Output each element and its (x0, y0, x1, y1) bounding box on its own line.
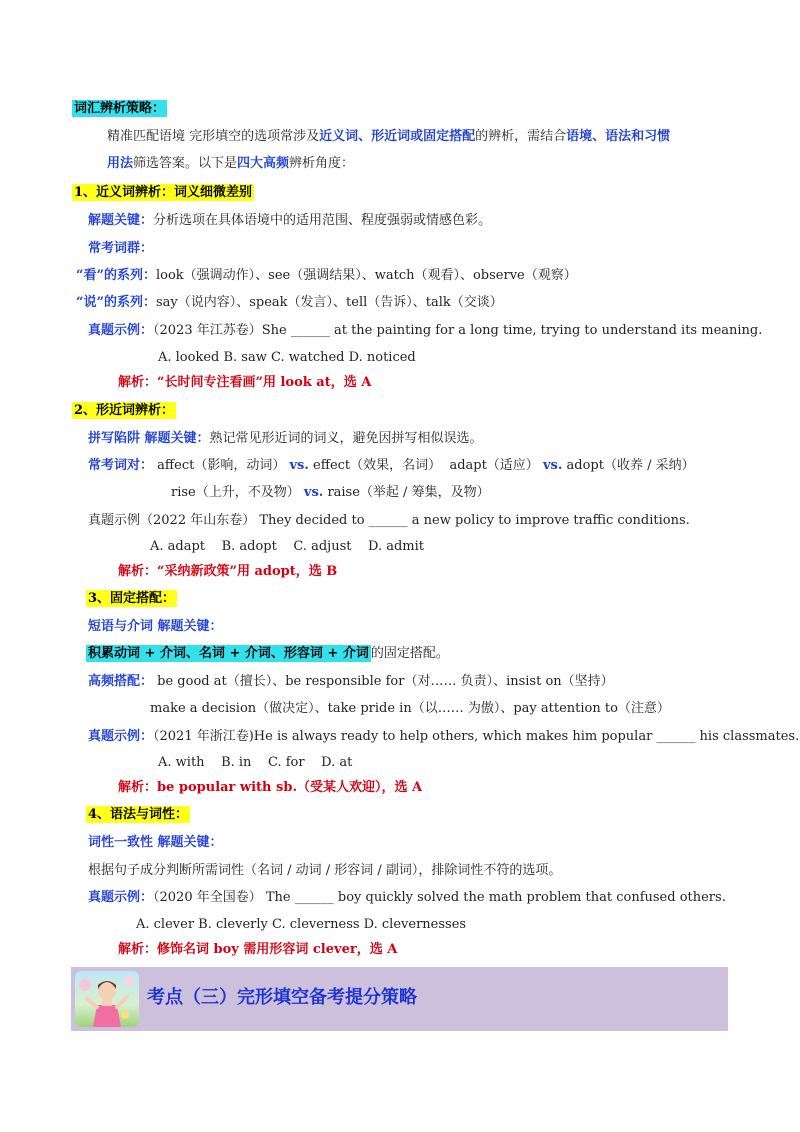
section-1-title: 1、近义词辨析：词义细微差别 (74, 185, 253, 200)
s4-answer: 解析：修饰名词 boy 需用形容词 clever，选 A (118, 942, 398, 957)
section-heading (72, 100, 167, 118)
s2-pairs-line-1: 常考词对： affect（影响，动词） vs. effect（效果，名词） adapt（适应） vs. adopt（收养 / 采纳） (88, 458, 695, 473)
s1-example-line: 真题示例：（2023 年江苏卷）She ______ at the painting for a long time, trying to understand its meaning. (88, 323, 763, 338)
s1-options: A. looked B. saw C. watched D. noticed (158, 350, 416, 365)
s2-example-line: 真题示例（2022 年山东卷） They decided to ______ a new policy to improve traffic conditions. (88, 513, 690, 528)
s3-freq-line-2: make a decision（做决定）、take pride in（以…… 为傲）、pay attention to（注意） (150, 701, 670, 716)
s2-options: A. adapt B. adopt C. adjust D. admit (150, 539, 425, 554)
s3-options: A. with B. in C. for D. at (158, 755, 353, 770)
banner-title: 考点（三）完形填空备考提分策略 (147, 987, 417, 1008)
s4-options: A. clever B. cleverly C. cleverness D. clevernesses (136, 917, 467, 932)
s3-example-line: 真题示例：（2021 年浙江卷)He is always ready to help others, which makes him popular ______ his classmates. (88, 729, 800, 744)
cartoon-girl-illustration-icon (75, 971, 139, 1027)
s3-answer: 解析：be popular with sb.（受某人欢迎），选 A (118, 780, 423, 795)
s4-rule: 根据句子成分判断所需词性（名词 / 动词 / 形容词 / 副词），排除词性不符的选项。 (88, 863, 562, 878)
s2-answer: 解析：“采纳新政策”用 adopt，选 B (118, 564, 338, 579)
s1-group-label: 常考词群： (88, 241, 154, 256)
heading-text: 词汇辨析策略： (74, 101, 166, 116)
s1-answer: 解析：“长时间专注看画”用 look at，选 A (118, 375, 372, 390)
s4-example-line: 真题示例：（2020 年全国卷） The ______ boy quickly solved the math problem that confused others. (88, 890, 726, 905)
section-2-title: 2、形近词辨析： (74, 403, 175, 418)
section-4-title: 4、语法与词性： (88, 807, 189, 822)
s3-highlight-line: 积累动词 + 介词、名词 + 介词、形容词 + 介词 的固定搭配。 (88, 646, 449, 661)
s2-pairs-line-2: rise（上升，不及物） vs. raise（举起 / 筹集，及物） (171, 485, 490, 500)
s1-look-line: “看”的系列：look（强调动作）、see（强调结果）、watch（观看）、observe（观察） (76, 268, 577, 283)
s3-freq-line-1: 高频搭配： be good at（擅长）、be responsible for（对…… 负责）、insist on（坚持） (88, 674, 614, 689)
section-banner (71, 967, 728, 1031)
intro-line-2: 用法筛选答案。以下是四大高频辨析角度： (107, 156, 355, 171)
s1-key-line: 解题关键：分析选项在具体语境中的适用范围、程度强弱或情感色彩。 (88, 213, 492, 228)
s2-trap-line: 拼写陷阱 解题关键：熟记常见形近词的词义，避免因拼写相似误选。 (88, 431, 483, 446)
section-3-title: 3、固定搭配： (88, 591, 176, 606)
intro-line-1: 精准匹配语境 完形填空的选项常涉及近义词、形近词或固定搭配的辨析，需结合语境、语法和习惯 (107, 129, 671, 144)
s4-sub-label: 词性一致性 解题关键： (88, 835, 223, 850)
s3-sub-label: 短语与介词 解题关键： (88, 619, 223, 634)
s1-say-line: “说”的系列：say（说内容）、speak（发言）、tell（告诉）、talk（交谈） (76, 295, 503, 310)
